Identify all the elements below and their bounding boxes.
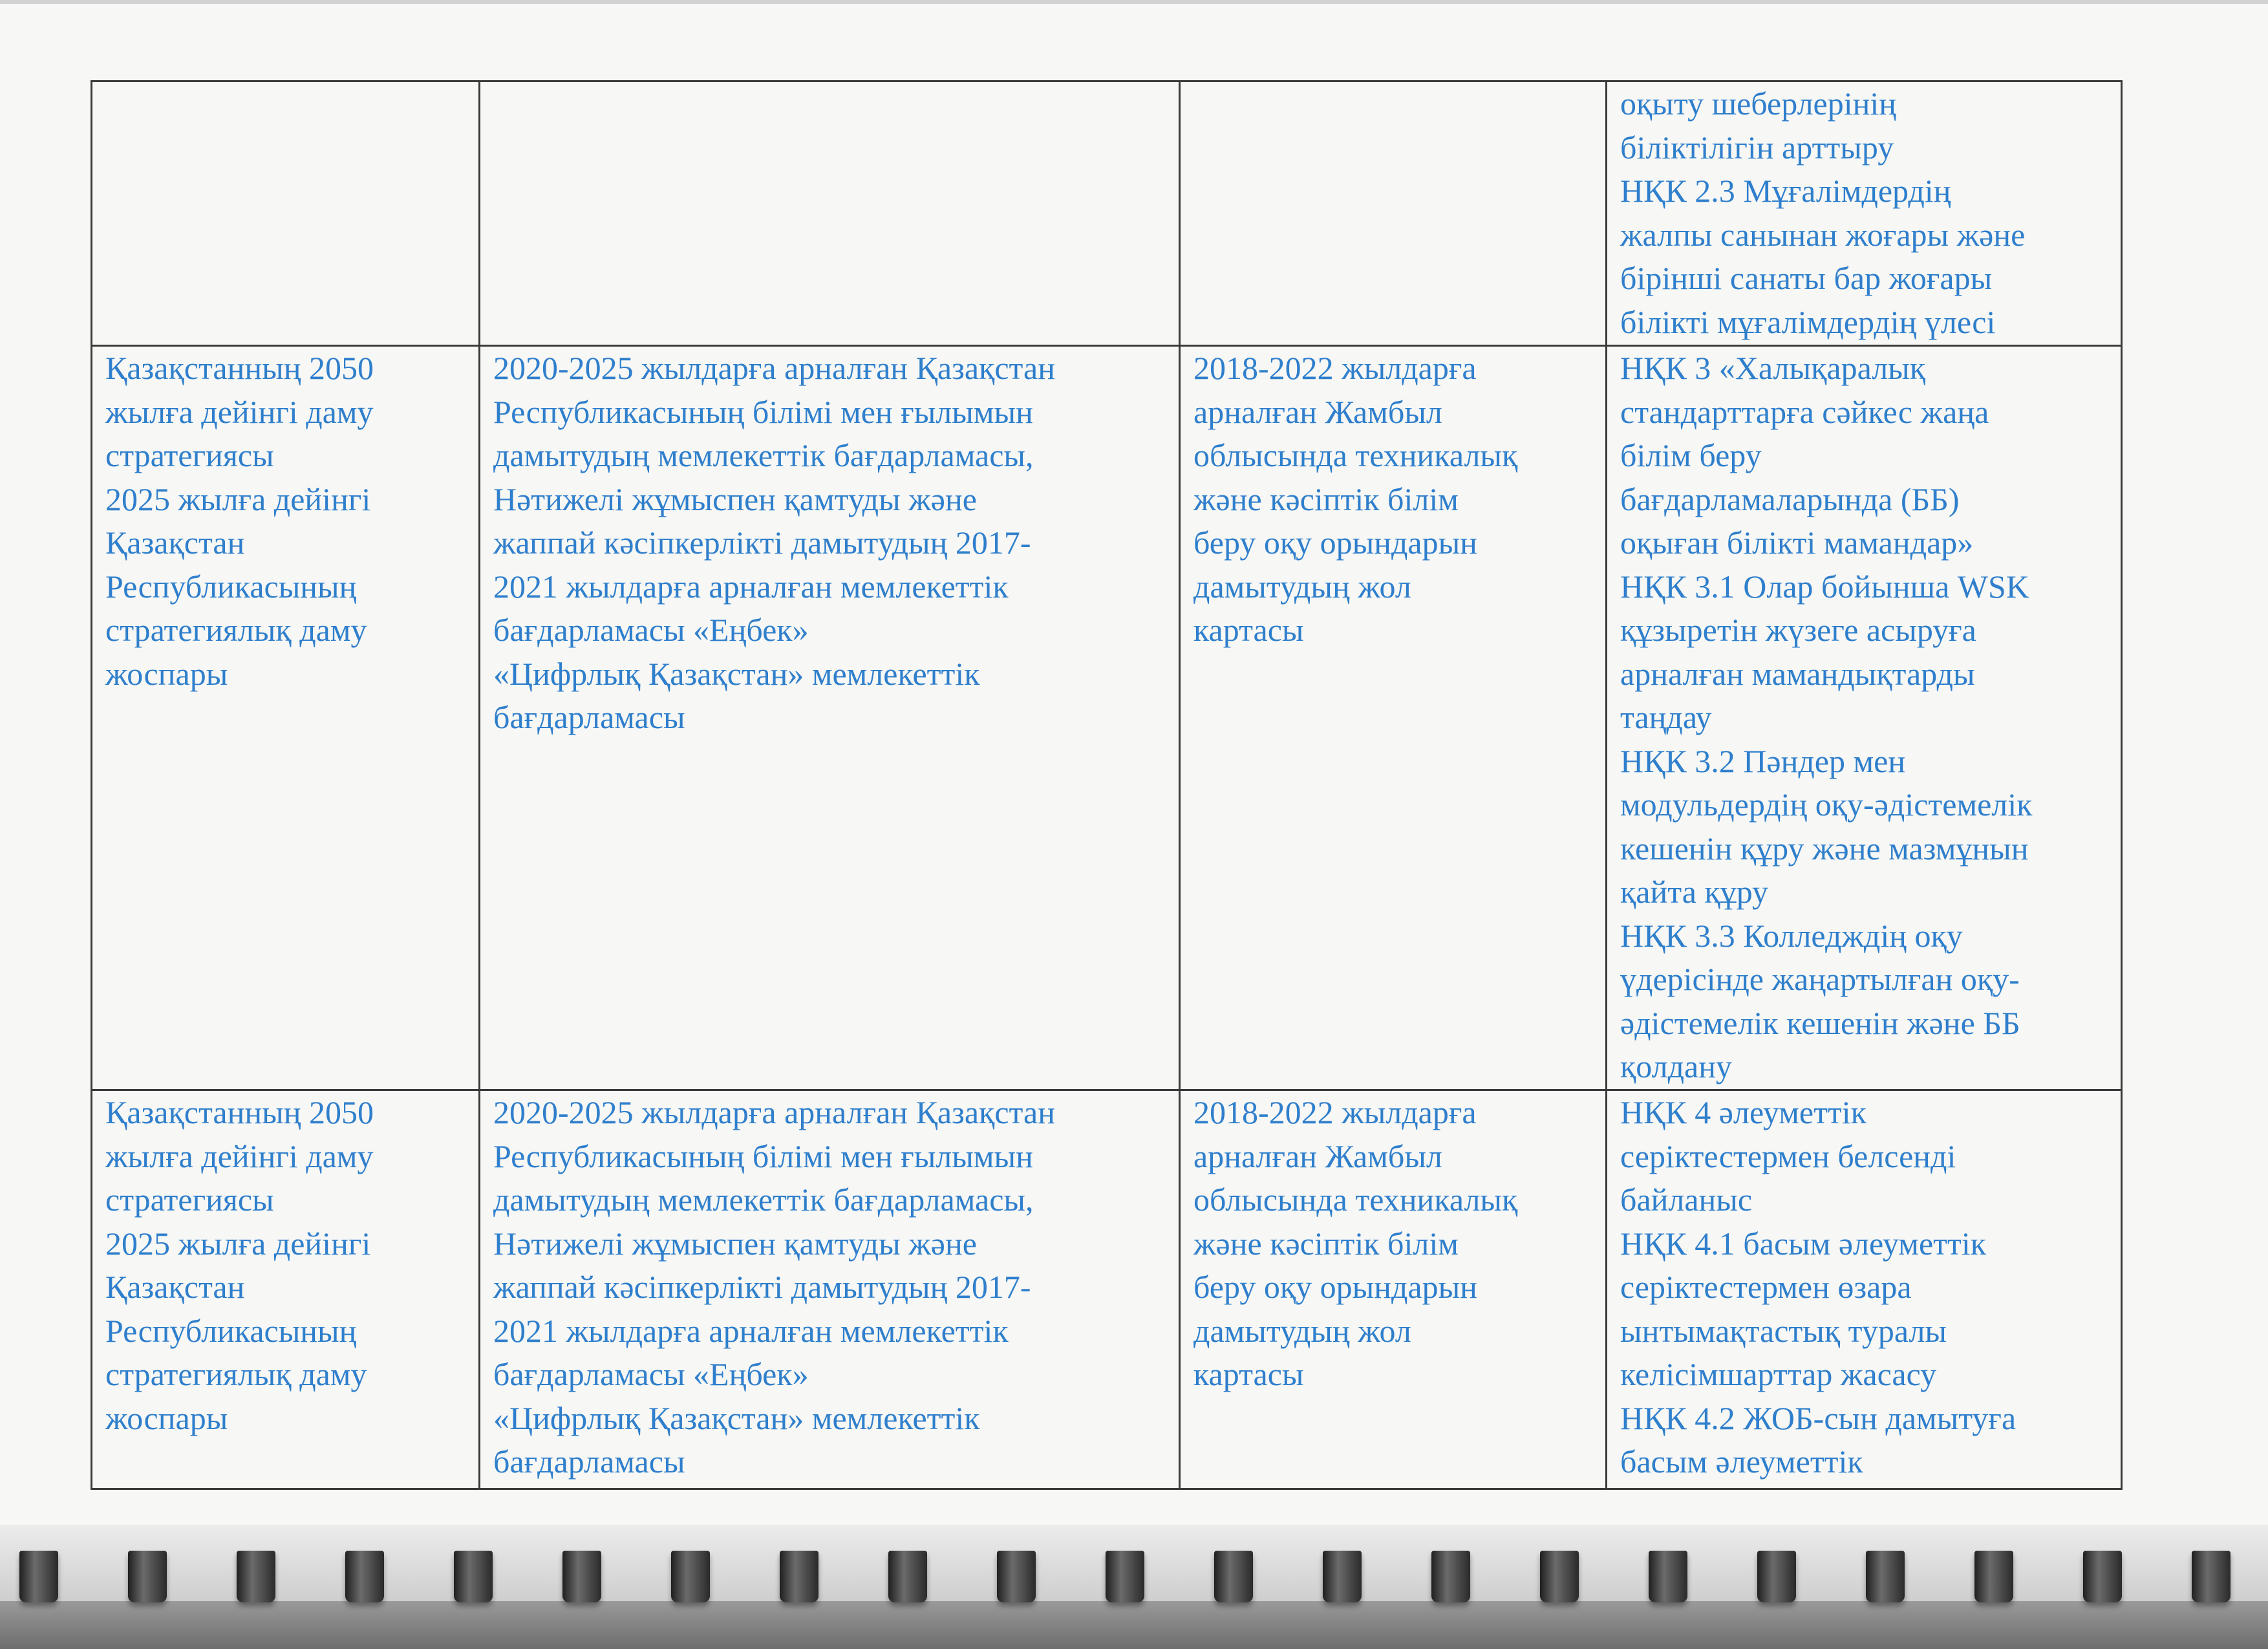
binding-hole — [1757, 1551, 1796, 1602]
binding-hole — [888, 1551, 927, 1602]
binding-hole — [2083, 1551, 2122, 1602]
table-row — [92, 346, 2122, 1090]
binding-shadow-band — [0, 1601, 2268, 1649]
binding-hole — [1649, 1551, 1687, 1602]
binding-hole — [2192, 1551, 2231, 1602]
table-row — [92, 1090, 2122, 1489]
roadmap-cell — [1180, 81, 1607, 346]
binding-hole — [237, 1551, 275, 1602]
table-row — [92, 81, 2122, 346]
binding-hole — [1323, 1551, 1362, 1602]
strategy-cell: Қазақстанның 2050 жылға дейінгі даму стратегиясы 2025 жылға дейінгі Қазақстан Республикасының стратегиялық даму жоспары — [92, 1090, 480, 1489]
program-cell: 2020-2025 жылдарға арналған Қазақстан Республикасының білімі мен ғылымын дамытудың мемлекеттік бағдарламасы, Нәтижелі жұмыспен қамтуды және жаппай кәсіпкерлікті дамытудың 2017- 2021 жылдарға арналған мемлекеттік бағдарламасы «Еңбек» «Цифрлық Қазақстан» мемлекеттік бағдарламасы — [480, 1090, 1180, 1489]
indicator-cell: оқыту шеберлерінің біліктілігін арттыру НҚК 2.3 Мұғалімдердің жалпы санынан жоғары және бірінші санаты бар жоғары білікті мұғалімдердің үлесі — [1607, 81, 2122, 346]
binding-hole — [1431, 1551, 1470, 1602]
spiral-binding-strip — [0, 1525, 2268, 1649]
binding-hole — [19, 1551, 58, 1602]
program-cell: 2020-2025 жылдарға арналған Қазақстан Республикасының білімі мен ғылымын дамытудың мемлекеттік бағдарламасы, Нәтижелі жұмыспен қамтуды және жаппай кәсіпкерлікті дамытудың 2017- 2021 жылдарға арналған мемлекеттік бағдарламасы «Еңбек» «Цифрлық Қазақстан» мемлекеттік бағдарламасы — [480, 346, 1180, 1090]
binding-hole — [780, 1551, 818, 1602]
binding-hole — [671, 1551, 710, 1602]
document-table — [91, 80, 2123, 1490]
strategy-cell: Қазақстанның 2050 жылға дейінгі даму стратегиясы 2025 жылға дейінгі Қазақстан Республикасының стратегиялық даму жоспары — [92, 346, 480, 1090]
binding-hole — [454, 1551, 493, 1602]
binding-hole — [1106, 1551, 1144, 1602]
binding-hole — [1974, 1551, 2013, 1602]
indicator-cell: НҚК 4 әлеуметтік серіктестермен белсенді байланыс НҚК 4.1 басым әлеуметтік серіктестермен өзара ынтымақтастық туралы келісімшарттар жасасу НҚК 4.2 ЖОБ-сын дамытуға басым әлеуметтік — [1607, 1090, 2122, 1489]
binding-hole — [562, 1551, 601, 1602]
binding-hole — [128, 1551, 167, 1602]
indicator-cell: НҚК 3 «Халықаралық стандарттарға сәйкес жаңа білім беру бағдарламаларында (ББ) оқыған білікті мамандар» НҚК 3.1 Олар бойынша WSK құзыретін жүзеге асыруға арналған мамандықтарды таңдау НҚК 3.2 Пәндер мен модульдердің оқу-әдістемелік кешенін құру және мазмұнын қайта құру НҚК 3.3 Колледждің оқу үдерісінде жаңартылған оқу- әдістемелік кешенін және ББ қолдану — [1607, 346, 2122, 1090]
page-top-edge — [0, 0, 2268, 4]
binding-hole — [345, 1551, 384, 1602]
program-cell — [480, 81, 1180, 346]
binding-hole — [1540, 1551, 1579, 1602]
binding-hole — [1214, 1551, 1253, 1602]
strategy-cell — [92, 81, 480, 346]
roadmap-cell: 2018-2022 жылдарға арналған Жамбыл облысында техникалық және кәсіптік білім беру оқу орындарын дамытудың жол картасы — [1180, 346, 1607, 1090]
binding-hole — [997, 1551, 1036, 1602]
roadmap-cell: 2018-2022 жылдарға арналған Жамбыл облысында техникалық және кәсіптік білім беру оқу орындарын дамытудың жол картасы — [1180, 1090, 1607, 1489]
binding-hole — [1866, 1551, 1905, 1602]
